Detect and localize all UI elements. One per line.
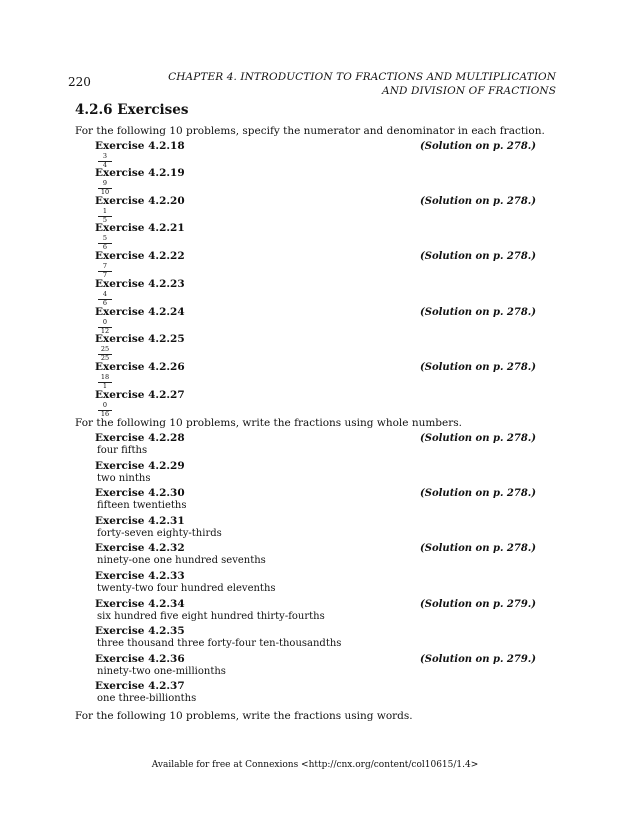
solution-link[interactable]: (Solution on p. 278.) [420,488,536,499]
exercise-title: Exercise 4.2.25 [95,333,185,345]
fraction-numerator: 4 [102,290,108,298]
fraction [98,374,112,390]
exercise-title: Exercise 4.2.19 [95,167,185,179]
fraction-denominator: 4 [102,161,108,169]
running-head-line-2: AND DIVISION OF FRACTIONS [382,85,556,97]
fraction-numerator: 18 [100,373,110,381]
exercise-text: fifteen twentieths [97,500,187,511]
exercise-title: Exercise 4.2.28 [95,432,185,444]
exercise-title: Exercise 4.2.31 [95,515,185,527]
exercise-title: Exercise 4.2.22 [95,250,185,262]
exercise-title: Exercise 4.2.35 [95,625,185,637]
solution-link[interactable]: (Solution on p. 278.) [420,362,536,373]
solution-link[interactable]: (Solution on p. 278.) [420,251,536,262]
exercise-title: Exercise 4.2.23 [95,278,185,290]
fraction [98,346,112,362]
exercise-title: Exercise 4.2.27 [95,389,185,401]
exercise-title: Exercise 4.2.32 [95,542,185,554]
fraction-numerator: 5 [102,234,108,242]
intro-words: For the following 10 problems, write the fractions using words. [75,710,413,722]
solution-link[interactable]: (Solution on p. 279.) [420,599,536,610]
running-head [136,70,556,98]
exercise-title: Exercise 4.2.34 [95,598,185,610]
fraction-numerator: 0 [102,401,108,409]
page-number: 220 [68,75,91,89]
fraction-denominator: 10 [100,188,110,196]
fraction-denominator: 6 [102,243,108,251]
exercise-title: Exercise 4.2.30 [95,487,185,499]
fraction [98,235,112,251]
solution-link[interactable]: (Solution on p. 278.) [420,433,536,444]
solution-link[interactable]: (Solution on p. 279.) [420,654,536,665]
exercise-text: ninety-two one-millionths [97,666,226,677]
fraction [98,180,112,196]
exercise-text: twenty-two four hundred elevenths [97,583,276,594]
solution-link[interactable]: (Solution on p. 278.) [420,141,536,152]
section-title: 4.2.6 Exercises [75,102,189,118]
running-head-line-1: CHAPTER 4. INTRODUCTION TO FRACTIONS AND MULTIPLICATION [168,71,556,83]
fraction [98,402,112,418]
exercise-title: Exercise 4.2.24 [95,306,185,318]
fraction-denominator: 16 [100,410,110,418]
fraction-numerator: 0 [102,318,108,326]
exercise-title: Exercise 4.2.37 [95,680,185,692]
solution-link[interactable]: (Solution on p. 278.) [420,543,536,554]
exercise-text: six hundred five eight hundred thirty-fourths [97,611,325,622]
exercise-title: Exercise 4.2.29 [95,460,185,472]
fraction [98,263,112,279]
fraction-numerator: 25 [100,345,110,353]
fraction-numerator: 3 [102,152,108,160]
fraction [98,291,112,307]
exercise-text: forty-seven eighty-thirds [97,528,222,539]
fraction-denominator: 6 [102,299,108,307]
fraction-numerator: 9 [102,179,108,187]
exercise-title: Exercise 4.2.36 [95,653,185,665]
fraction-denominator: 12 [100,327,110,335]
fraction-denominator: 1 [102,382,108,390]
fraction-denominator: 7 [102,271,108,279]
fraction-denominator: 25 [100,354,110,362]
fraction-denominator: 5 [102,216,108,224]
intro-whole-numbers: For the following 10 problems, write the fractions using whole numbers. [75,417,462,429]
fraction-numerator: 7 [102,262,108,270]
intro-numerator-denominator: For the following 10 problems, specify the numerator and denominator in each fraction. [75,125,545,137]
exercise-text: ninety-one one hundred sevenths [97,555,266,566]
footer-attribution[interactable]: Available for free at Connexions <http://cnx.org/content/col10615/1.4> [151,760,479,770]
fraction-numerator: 1 [102,207,108,215]
exercise-text: two ninths [97,473,151,484]
exercise-title: Exercise 4.2.26 [95,361,185,373]
exercise-title: Exercise 4.2.21 [95,222,185,234]
exercise-title: Exercise 4.2.20 [95,195,185,207]
exercise-text: three thousand three forty-four ten-thousandths [97,638,342,649]
exercise-text: one three-billionths [97,693,197,704]
solution-link[interactable]: (Solution on p. 278.) [420,307,536,318]
exercise-title: Exercise 4.2.18 [95,140,185,152]
solution-link[interactable]: (Solution on p. 278.) [420,196,536,207]
exercise-title: Exercise 4.2.33 [95,570,185,582]
exercise-text: four fifths [97,445,148,456]
